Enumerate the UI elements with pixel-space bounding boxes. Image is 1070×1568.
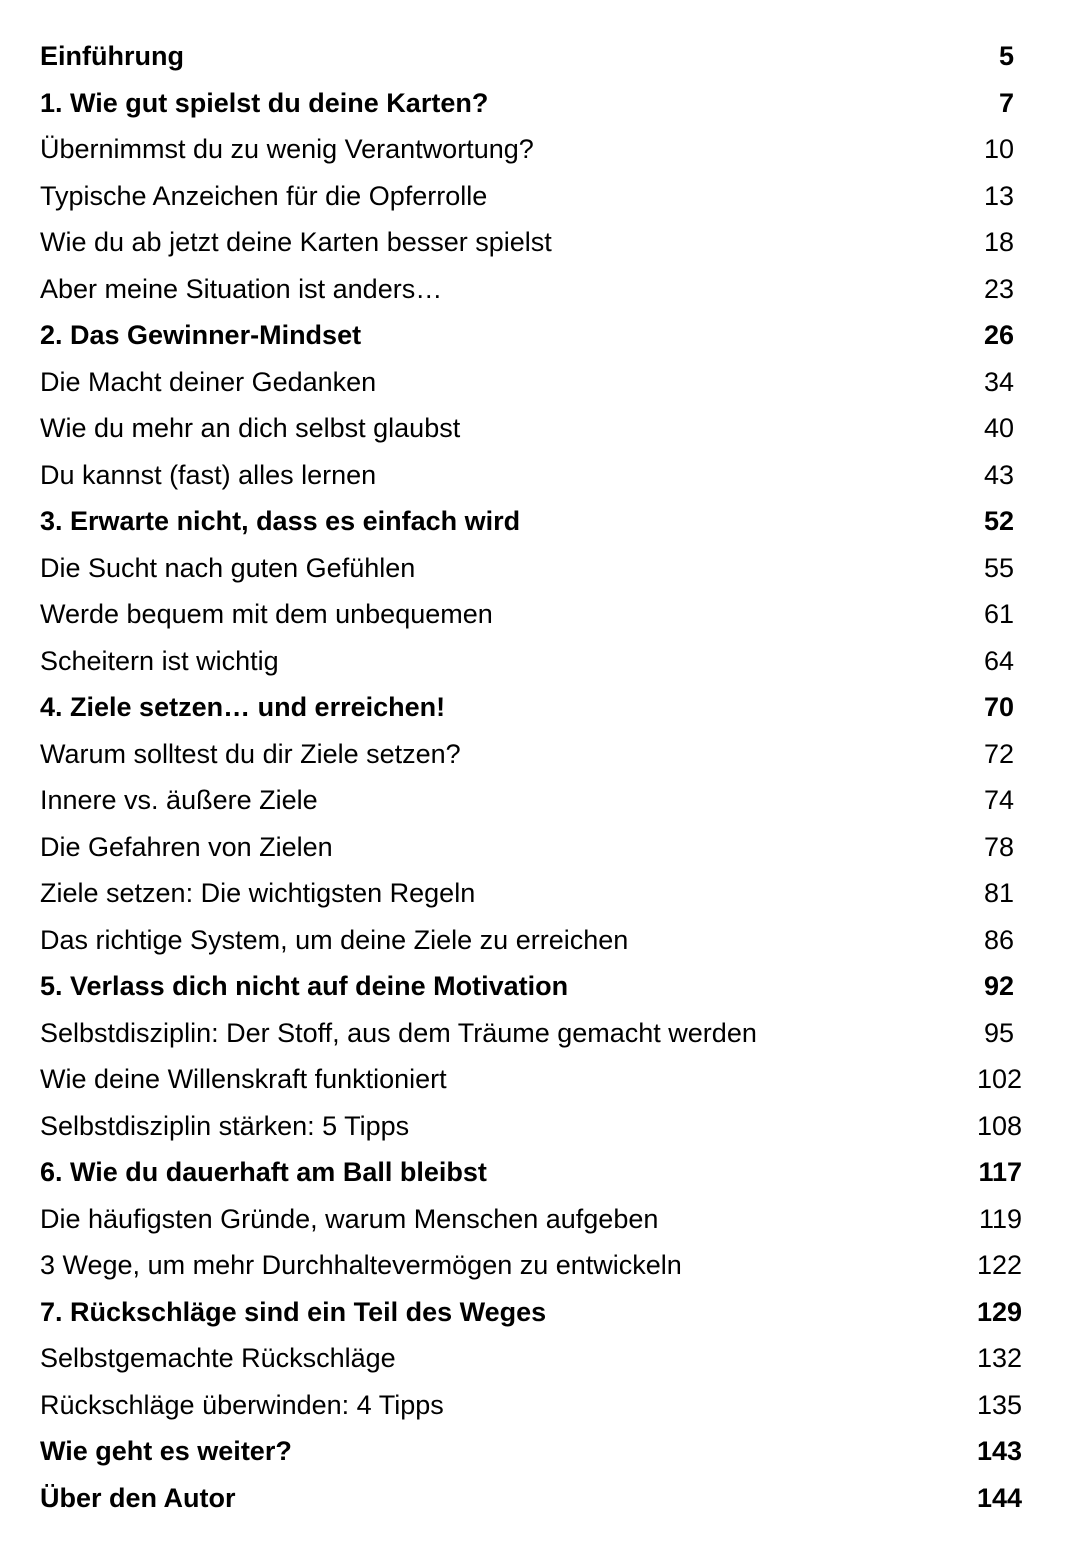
toc-entry-page-number: 95 bbox=[983, 1017, 1014, 1048]
toc-entry-page-number: 10 bbox=[983, 134, 1014, 164]
toc-entry-page-number: 43 bbox=[983, 459, 1014, 490]
toc-section-entry bbox=[40, 1196, 1022, 1243]
toc-entry-title: Über den Autor bbox=[40, 1482, 236, 1513]
toc-entry-title: Wie du mehr an dich selbst glaubst bbox=[40, 413, 461, 443]
toc-entry-title: Wie geht es weiter? bbox=[40, 1436, 292, 1466]
toc-entry-page-number: 117 bbox=[978, 1157, 1022, 1187]
toc-chapter-entry bbox=[40, 1289, 1022, 1336]
toc-entry-title: Typische Anzeichen für die Opferrolle bbox=[40, 180, 488, 211]
toc-chapter-entry bbox=[40, 1149, 1022, 1196]
toc-entry-page-number: 7 bbox=[998, 87, 1014, 118]
toc-section-entry bbox=[40, 1010, 1022, 1057]
toc-entry-page-number: 55 bbox=[983, 552, 1014, 583]
toc-entry-page-number: 26 bbox=[983, 320, 1014, 350]
toc-entry-title: Aber meine Situation ist anders… bbox=[40, 273, 443, 304]
toc-section-entry bbox=[40, 452, 1022, 499]
toc-entry-title: Die Macht deiner Gedanken bbox=[40, 366, 377, 397]
toc-entry-page-number: 78 bbox=[983, 831, 1014, 862]
toc-entry-title: Einführung bbox=[40, 41, 184, 71]
toc-entry-title: 3. Erwarte nicht, dass es einfach wird bbox=[40, 506, 521, 536]
toc-entry-title: 6. Wie du dauerhaft am Ball bleibst bbox=[40, 1157, 487, 1187]
toc-entry-title: Innere vs. äußere Ziele bbox=[40, 785, 318, 815]
toc-section-entry bbox=[40, 777, 1022, 824]
toc-section-entry bbox=[40, 1335, 1022, 1382]
toc-entry-title: Die Sucht nach guten Gefühlen bbox=[40, 552, 416, 583]
toc-section-entry bbox=[40, 266, 1022, 313]
toc-entry-title: Selbstdisziplin: Der Stoff, aus dem Träume gemacht werden bbox=[40, 1017, 757, 1048]
toc-chapter-entry bbox=[40, 33, 1022, 80]
toc-entry-page-number: 122 bbox=[976, 1250, 1022, 1280]
toc-entry-title: 7. Rückschläge sind ein Teil des Weges bbox=[40, 1296, 547, 1327]
toc-entry-page-number: 86 bbox=[983, 924, 1014, 955]
toc-entry-page-number: 13 bbox=[983, 180, 1014, 211]
toc-section-entry bbox=[40, 1103, 1022, 1150]
toc-entry-page-number: 108 bbox=[976, 1110, 1022, 1141]
toc-entry-title: Warum solltest du dir Ziele setzen? bbox=[40, 738, 461, 769]
toc-section-entry bbox=[40, 405, 1022, 452]
toc-entry-page-number: 34 bbox=[983, 366, 1014, 397]
toc-entry-page-number: 74 bbox=[983, 785, 1014, 815]
toc-section-entry bbox=[40, 917, 1022, 964]
toc-section-entry bbox=[40, 1382, 1022, 1429]
toc-entry-title: 1. Wie gut spielst du deine Karten? bbox=[40, 87, 489, 118]
toc-entry-title: Scheitern ist wichtig bbox=[40, 645, 279, 676]
toc-entry-title: Selbstdisziplin stärken: 5 Tipps bbox=[40, 1110, 410, 1141]
toc-chapter-entry bbox=[40, 1475, 1022, 1522]
toc-entry-title: Wie du ab jetzt deine Karten besser spielst bbox=[40, 227, 552, 257]
toc-entry-page-number: 135 bbox=[976, 1389, 1022, 1420]
toc-entry-title: Ziele setzen: Die wichtigsten Regeln bbox=[40, 878, 476, 908]
toc-entry-page-number: 61 bbox=[983, 599, 1014, 629]
toc-chapter-entry bbox=[40, 963, 1022, 1010]
toc-entry-title: Die Gefahren von Zielen bbox=[40, 831, 333, 862]
toc-entry-page-number: 52 bbox=[983, 506, 1014, 536]
toc-entry-page-number: 144 bbox=[976, 1482, 1022, 1513]
toc-chapter-entry bbox=[40, 80, 1022, 127]
toc-section-entry bbox=[40, 545, 1022, 592]
toc-section-entry bbox=[40, 359, 1022, 406]
toc-entry-page-number: 129 bbox=[976, 1296, 1022, 1327]
toc-entry-page-number: 92 bbox=[983, 971, 1014, 1001]
toc-entry-page-number: 18 bbox=[983, 227, 1014, 257]
toc-entry-page-number: 70 bbox=[983, 692, 1014, 722]
toc-entry-title: Übernimmst du zu wenig Verantwortung? bbox=[40, 134, 534, 164]
toc-entry-page-number: 5 bbox=[998, 41, 1014, 71]
toc-section-entry bbox=[40, 173, 1022, 220]
toc-section-entry bbox=[40, 126, 1022, 173]
toc-chapter-entry bbox=[40, 498, 1022, 545]
toc-entry-page-number: 102 bbox=[976, 1064, 1022, 1094]
toc-entry-title: 2. Das Gewinner-Mindset bbox=[40, 320, 362, 350]
toc-entry-title: 3 Wege, um mehr Durchhaltevermögen zu entwickeln bbox=[40, 1250, 682, 1280]
toc-entry-title: Selbstgemachte Rückschläge bbox=[40, 1343, 396, 1373]
toc-chapter-entry bbox=[40, 1428, 1022, 1475]
toc-section-entry bbox=[40, 731, 1022, 778]
table-of-contents bbox=[40, 33, 1022, 1521]
toc-entry-title: Wie deine Willenskraft funktioniert bbox=[40, 1064, 447, 1094]
toc-entry-page-number: 143 bbox=[976, 1436, 1022, 1466]
toc-entry-title: 5. Verlass dich nicht auf deine Motivation bbox=[40, 971, 569, 1001]
toc-section-entry bbox=[40, 219, 1022, 266]
toc-chapter-entry bbox=[40, 684, 1022, 731]
toc-chapter-entry bbox=[40, 312, 1022, 359]
toc-section-entry bbox=[40, 1056, 1022, 1103]
toc-entry-page-number: 23 bbox=[983, 273, 1014, 304]
toc-entry-page-number: 119 bbox=[978, 1203, 1022, 1234]
toc-entry-page-number: 72 bbox=[983, 738, 1014, 769]
toc-entry-title: 4. Ziele setzen… und erreichen! bbox=[40, 692, 446, 722]
toc-section-entry bbox=[40, 1242, 1022, 1289]
toc-entry-page-number: 40 bbox=[983, 413, 1014, 443]
toc-section-entry bbox=[40, 870, 1022, 917]
toc-entry-page-number: 64 bbox=[983, 645, 1014, 676]
toc-entry-title: Das richtige System, um deine Ziele zu erreichen bbox=[40, 924, 629, 955]
toc-section-entry bbox=[40, 591, 1022, 638]
toc-entry-page-number: 132 bbox=[976, 1343, 1022, 1373]
toc-entry-title: Du kannst (fast) alles lernen bbox=[40, 459, 377, 490]
toc-section-entry bbox=[40, 824, 1022, 871]
toc-entry-title: Rückschläge überwinden: 4 Tipps bbox=[40, 1389, 444, 1420]
toc-entry-title: Die häufigsten Gründe, warum Menschen aufgeben bbox=[40, 1203, 659, 1234]
toc-entry-title: Werde bequem mit dem unbequemen bbox=[40, 599, 493, 629]
toc-section-entry bbox=[40, 638, 1022, 685]
toc-entry-page-number: 81 bbox=[983, 878, 1014, 908]
